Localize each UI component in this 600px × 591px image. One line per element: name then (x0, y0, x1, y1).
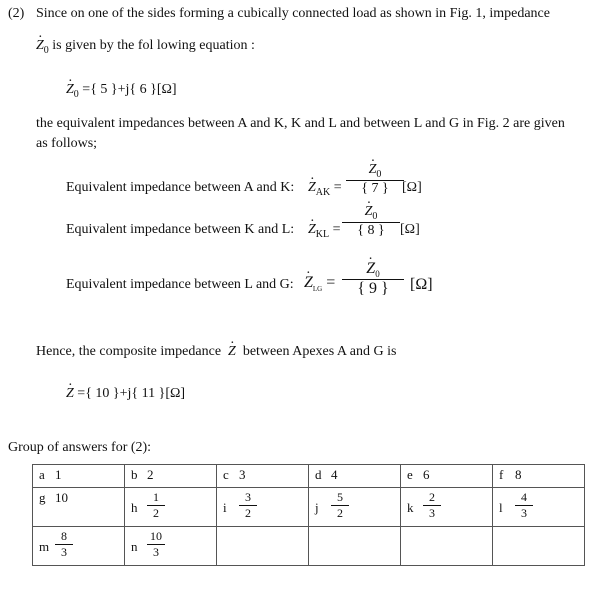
answer-label: g (39, 490, 46, 505)
hence-line (36, 344, 396, 360)
ak-unit: [Ω] (402, 180, 422, 195)
answer-value: 1 (55, 467, 62, 482)
answer-fraction: 1 2 (147, 491, 165, 520)
answer-value: 6 (423, 467, 430, 482)
lg-subscript: LG (312, 285, 323, 294)
answer-label: h (131, 500, 138, 515)
answer-c[interactable] (217, 465, 309, 488)
lg-fraction (342, 260, 404, 298)
answer-a[interactable] (33, 465, 125, 488)
answer-label: d (315, 467, 322, 482)
answer-label: f (499, 467, 504, 482)
ak-denominator: { 7 } (361, 180, 389, 196)
answer-fraction: 4 3 (515, 491, 533, 520)
table-row (33, 527, 585, 566)
answer-m[interactable] (33, 527, 125, 566)
answer-label: j (315, 500, 319, 515)
answer-label: e (407, 467, 413, 482)
answer-label: i (223, 500, 227, 515)
answer-value: 8 (515, 467, 522, 482)
answer-empty (217, 527, 309, 566)
answer-label: n (131, 539, 138, 554)
answer-label: b (131, 467, 138, 482)
answer-label: k (407, 500, 414, 515)
answer-fraction: 5 2 (331, 491, 349, 520)
ak-numerator: · $Z_0$ (346, 162, 404, 180)
answer-label: m (39, 539, 50, 554)
answer-fraction: 8 3 (55, 530, 73, 559)
lg-unit: [Ω] (410, 276, 433, 293)
lg-lhs: · $Z_{LG}$ = (304, 274, 335, 293)
zak-symbol: · Z (308, 180, 316, 196)
eq1-subscript: 0 (73, 88, 79, 100)
z0-subscript: 0 (43, 44, 49, 56)
kl-unit: [Ω] (400, 222, 420, 237)
z-eq2-symbol: · Z (66, 386, 74, 402)
hence-text: Hence, the composite impedance (36, 344, 222, 359)
lg-label: Equivalent impedance between L and G: (66, 277, 294, 292)
kl-denominator: { 8 } (357, 222, 385, 238)
answer-empty (493, 527, 585, 566)
impedance-z-symbol: · Z (36, 38, 44, 54)
zlg-symbol: · Z (304, 274, 313, 292)
ak-label: Equivalent impedance between A and K: (66, 180, 295, 195)
answer-e[interactable] (401, 465, 493, 488)
problem-number: (2) (8, 6, 25, 21)
answer-f[interactable] (493, 465, 585, 488)
answer-l[interactable] (493, 488, 585, 527)
ak-subscript: AK (315, 186, 331, 198)
answer-fraction: 2 3 (423, 491, 441, 520)
z0-symbol: · Z (66, 82, 74, 98)
answer-label: l (499, 500, 503, 515)
answer-value: 2 (147, 467, 154, 482)
z-composite-symbol: · Z (228, 344, 236, 360)
answer-g[interactable] (33, 488, 125, 527)
answer-fraction: 3 2 (239, 491, 257, 520)
answers-table (32, 464, 585, 566)
ak-lhs: · $Z_{AK}$ = (308, 180, 342, 198)
equation-z0 (66, 82, 177, 100)
answer-value: 3 (239, 467, 246, 482)
kl-label: Equivalent impedance between K and L: (66, 222, 295, 237)
eq2-text: ={ 10 }+j{ 11 }[Ω] (77, 386, 186, 401)
zkl-symbol: · Z (308, 222, 316, 238)
problem-line-2 (36, 38, 255, 56)
eq1-text: ={ 5 }+j{ 6 }[Ω] (82, 82, 177, 97)
kl-lhs: · $Z_{KL}$ = (308, 222, 341, 240)
answer-label: a (39, 467, 45, 482)
answer-empty (401, 527, 493, 566)
answer-b[interactable] (125, 465, 217, 488)
answer-k[interactable] (401, 488, 493, 527)
line2-text: is given by the fol lowing equation : (48, 38, 255, 53)
hence-text-2: between Apexes A and G is (242, 344, 397, 359)
answers-title: Group of answers for (2): (8, 440, 152, 455)
answer-d[interactable] (309, 465, 401, 488)
equation-composite (66, 386, 185, 402)
intro-line-1: the equivalent impedances between A and K, K and L and between L and G in Fig. 2 are given (36, 116, 565, 131)
lg-denominator: { 9 } (357, 280, 389, 298)
answer-value: 4 (331, 467, 338, 482)
ak-fraction (346, 162, 404, 197)
problem-line-1: Since on one of the sides forming a cubically connected load as shown in Fig. 1, impedance (36, 6, 550, 21)
intro-line-2: as follows; (36, 136, 98, 151)
answer-empty (309, 527, 401, 566)
answer-n[interactable] (125, 527, 217, 566)
answer-value: 10 (55, 490, 68, 505)
kl-subscript: KL (315, 228, 330, 240)
answer-label: c (223, 467, 229, 482)
kl-numerator: · $Z_0$ (342, 204, 400, 222)
answer-h[interactable] (125, 488, 217, 527)
table-row (33, 465, 585, 488)
answer-fraction: 10 3 (147, 530, 165, 559)
kl-fraction (342, 204, 400, 239)
answer-j[interactable] (309, 488, 401, 527)
answer-i[interactable] (217, 488, 309, 527)
table-row (33, 488, 585, 527)
lg-numerator: · $Z_0$ (342, 260, 404, 279)
